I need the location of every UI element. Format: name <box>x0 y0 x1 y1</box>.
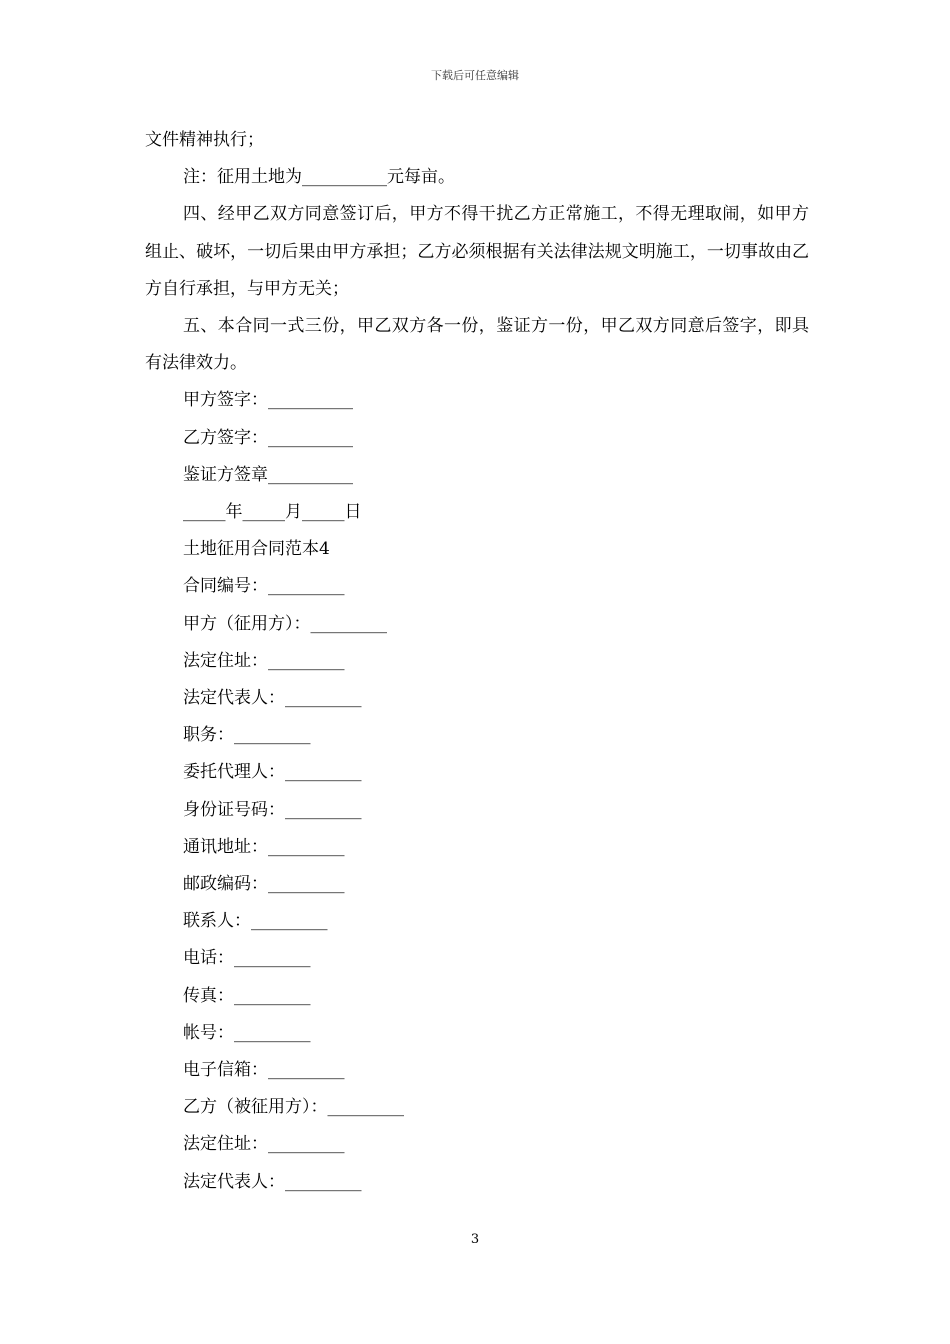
mailing-address-field: 通讯地址：_________ <box>183 836 345 857</box>
legal-address-field: 法定住址：_________ <box>183 650 345 671</box>
party-b-legal-representative-field: 法定代表人：_________ <box>183 1171 362 1192</box>
fax-field: 传真：_________ <box>183 985 311 1006</box>
account-field: 帐号：_________ <box>183 1022 311 1043</box>
position-field: 职务：_________ <box>183 725 311 746</box>
party-a-field: 甲方（征用方）：_________ <box>183 613 387 634</box>
witness-seal: 鉴证方签章__________ <box>183 464 353 485</box>
clause-four: 四、经甲乙双方同意签订后，甲方不得干扰乙方正常施工，不得无理取闹，如甲方组止、破坏，一切后果由甲方承担；乙方必须根据有关法律法规文明施工，一切事故由乙方自行承担，与甲方无关； <box>145 204 809 299</box>
contract-number-field: 合同编号：_________ <box>183 576 345 597</box>
clause-five: 五、本合同一式三份，甲乙双方各一份，鉴证方一份，甲乙双方同意后签字，即具有法律效力。 <box>145 316 809 374</box>
party-a-signature: 甲方签字：__________ <box>183 390 353 411</box>
note-land-price: 注：征用土地为__________元每亩。 <box>183 167 455 188</box>
party-b-signature: 乙方签字：__________ <box>183 427 353 448</box>
party-b-legal-address-field: 法定住址：_________ <box>183 1134 345 1155</box>
paragraph-continuation: 文件精神执行； <box>145 130 264 150</box>
postal-code-field: 邮政编码：_________ <box>183 874 345 895</box>
page-header: 下载后可任意编辑 <box>431 69 519 82</box>
date-line: _____年_____月_____日 <box>183 502 362 523</box>
contact-person-field: 联系人：_________ <box>183 911 328 932</box>
legal-representative-field: 法定代表人：_________ <box>183 688 362 709</box>
email-field: 电子信箱：_________ <box>183 1060 345 1081</box>
authorized-agent-field: 委托代理人：_________ <box>183 762 362 783</box>
phone-field: 电话：_________ <box>183 948 311 969</box>
page-number: 3 <box>470 1232 480 1247</box>
document-body <box>145 122 809 1201</box>
id-number-field: 身份证号码：_________ <box>183 799 362 820</box>
section-title: 土地征用合同范本4 <box>183 539 330 560</box>
party-b-field: 乙方（被征用方）：_________ <box>183 1097 404 1118</box>
